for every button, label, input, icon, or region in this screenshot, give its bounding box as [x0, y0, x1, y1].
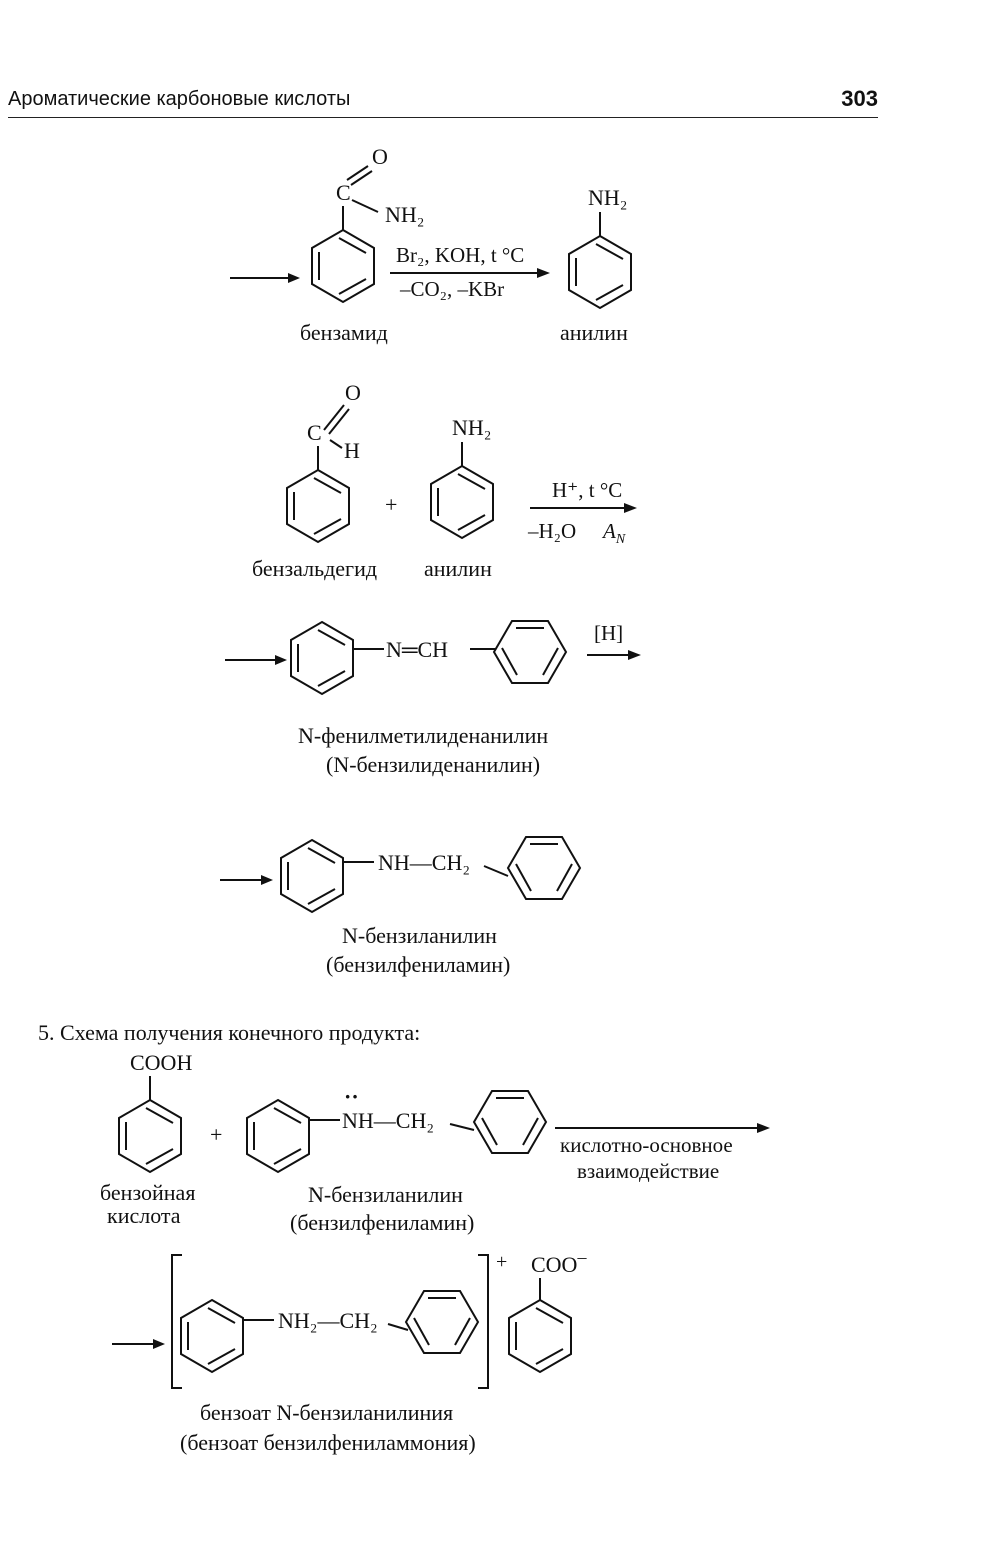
amine5-benzyl-ring — [474, 1091, 546, 1153]
imine-group: N═CH — [386, 637, 449, 662]
aniline2-ring — [431, 466, 493, 538]
amine5-n-phenyl-ring — [247, 1100, 309, 1172]
aniline-nh2: NH₂ — [588, 185, 628, 210]
amine-group: NH—CH₂ — [378, 850, 471, 875]
lone-pair-dots: ·· — [344, 1084, 359, 1109]
scheme-4-amine — [220, 837, 580, 977]
mechanism-type: $A_N$ — [603, 519, 626, 547]
amine5-group: NH—CH₂ — [342, 1108, 435, 1133]
aldehyde-h: H — [344, 438, 360, 463]
carbonyl-oxygen: O — [372, 144, 388, 169]
scheme-3-imine — [225, 621, 641, 777]
benzamide-ring — [312, 230, 374, 302]
amine-n-phenyl-ring — [281, 840, 343, 912]
water-elimination: –H₂O — [528, 519, 577, 543]
running-header-title: Ароматические карбоновые кислоты — [8, 88, 351, 110]
amine5-label-1: N-бензиланилин — [308, 1182, 463, 1207]
imine-name-trivial: (N-бензилиденанилин) — [326, 752, 541, 777]
aldehyde-carbon: C — [307, 420, 322, 445]
step-5-salt-formation — [38, 1020, 770, 1455]
aniline-ring — [569, 236, 631, 308]
benzoic-acid-label-2: кислота — [107, 1203, 181, 1228]
amide-nh2: NH₂ — [385, 202, 425, 227]
step-5-heading: 5. Схема получения конечного продукта: — [38, 1020, 421, 1045]
condensation-conditions: H⁺, t °C — [552, 478, 623, 502]
reduction-reagent: [H] — [594, 621, 624, 645]
acid-base-label-1: кислотно-основное — [560, 1133, 733, 1157]
cation-group: NH₂—CH₂ — [278, 1308, 378, 1333]
plus-sign-5: + — [210, 1122, 223, 1147]
cation-benzyl-ring — [406, 1291, 478, 1353]
cation-n-phenyl-ring — [181, 1300, 243, 1372]
benzoate-coo: COO– — [531, 1247, 587, 1277]
hofmann-reagents: Br₂, KOH, t °C — [396, 243, 525, 267]
aniline-label: анилин — [560, 320, 628, 345]
aniline2-label: анилин — [424, 556, 492, 581]
aldehyde-oxygen: O — [345, 380, 361, 405]
amine-name-trivial: (бензилфениламин) — [326, 952, 511, 977]
scheme-2-condensation — [252, 380, 637, 581]
amine-benzyl-ring — [508, 837, 580, 899]
salt-name-1: бензоат N-бензиланилиния — [200, 1400, 454, 1425]
imine-n-phenyl-ring — [291, 622, 353, 694]
amine5-label-2: (бензилфениламин) — [290, 1210, 475, 1235]
scheme-1-hofmann — [230, 144, 631, 345]
hofmann-byproducts: –CO₂, –KBr — [400, 277, 505, 301]
benzoic-acid-label-1: бензойная — [100, 1180, 196, 1205]
cation-charge: + — [496, 1251, 508, 1273]
benzoic-acid-ring — [119, 1100, 181, 1172]
page-number: 303 — [841, 86, 878, 111]
imine-c-phenyl-ring — [494, 621, 566, 683]
salt-name-2: (бензоат бензилфениламмония) — [180, 1430, 476, 1455]
benzaldehyde-ring — [287, 470, 349, 542]
benzoate-ring — [509, 1300, 571, 1372]
aniline2-nh2: NH₂ — [452, 415, 492, 440]
benzoic-acid-cooh: COOH — [130, 1050, 193, 1075]
imine-name-iupac: N-фенилметилиденанилин — [298, 723, 549, 748]
plus-sign-2: + — [385, 492, 398, 517]
carbonyl-carbon: C — [336, 180, 351, 205]
benzamide-label: бензамид — [300, 320, 388, 345]
acid-base-label-2: взаимодействие — [577, 1159, 720, 1183]
amine-name-iupac: N-бензиланилин — [342, 923, 497, 948]
right-bracket — [478, 1255, 488, 1388]
benzaldehyde-label: бензальдегид — [252, 556, 378, 581]
